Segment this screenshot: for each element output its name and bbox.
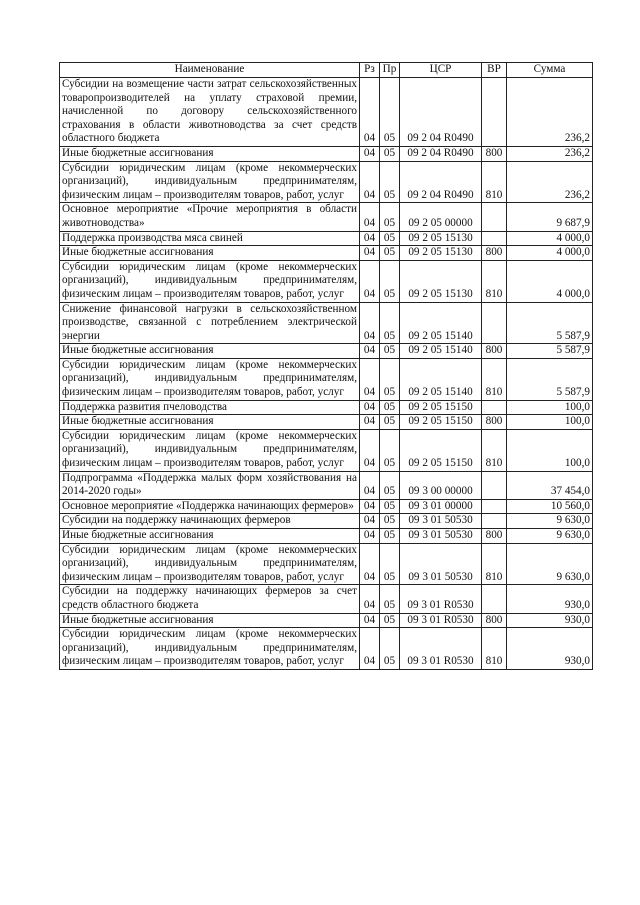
cell-pr: 05 [380, 358, 400, 400]
cell-name: Подпрограмма «Поддержка малых форм хозяйствования на 2014-2020 годы» [60, 471, 360, 499]
cell-name: Основное мероприятие «Прочие мероприятия в области животноводства» [60, 203, 360, 231]
cell-rz: 04 [360, 344, 380, 359]
cell-sum: 37 454,0 [507, 471, 593, 499]
cell-csr: 09 3 01 R0530 [400, 628, 482, 670]
cell-csr: 09 3 01 R0530 [400, 585, 482, 613]
header-name: Наименование [60, 63, 360, 78]
cell-rz: 04 [360, 78, 380, 147]
cell-csr: 09 2 05 15140 [400, 344, 482, 359]
cell-pr: 05 [380, 499, 400, 514]
cell-sum: 100,0 [507, 400, 593, 415]
cell-pr: 05 [380, 302, 400, 344]
cell-name: Иные бюджетные ассигнования [60, 529, 360, 544]
cell-csr: 09 2 05 15130 [400, 246, 482, 261]
table-row [60, 203, 593, 231]
cell-rz: 04 [360, 429, 380, 471]
cell-vr: 800 [482, 613, 507, 628]
header-pr: Пр [380, 63, 400, 78]
cell-sum: 930,0 [507, 613, 593, 628]
cell-sum: 9 630,0 [507, 529, 593, 544]
cell-vr: 800 [482, 344, 507, 359]
cell-sum: 100,0 [507, 429, 593, 471]
cell-name: Субсидии на поддержку начинающих фермеров [60, 514, 360, 529]
cell-pr: 05 [380, 246, 400, 261]
cell-vr: 810 [482, 260, 507, 302]
table-row [60, 471, 593, 499]
cell-rz: 04 [360, 146, 380, 161]
table-row [60, 146, 593, 161]
cell-vr [482, 400, 507, 415]
cell-csr: 09 3 01 50530 [400, 543, 482, 585]
cell-rz: 04 [360, 628, 380, 670]
cell-pr: 05 [380, 613, 400, 628]
cell-name: Иные бюджетные ассигнования [60, 344, 360, 359]
table-header [60, 63, 593, 78]
cell-vr: 810 [482, 358, 507, 400]
table-row [60, 529, 593, 544]
cell-sum: 9 630,0 [507, 514, 593, 529]
cell-rz: 04 [360, 246, 380, 261]
cell-sum: 9 630,0 [507, 543, 593, 585]
table-row [60, 161, 593, 203]
cell-rz: 04 [360, 471, 380, 499]
cell-csr: 09 2 05 15140 [400, 302, 482, 344]
cell-sum: 4 000,0 [507, 246, 593, 261]
cell-vr [482, 231, 507, 246]
document-page [59, 62, 592, 670]
cell-rz: 04 [360, 203, 380, 231]
table-row [60, 344, 593, 359]
table-row [60, 628, 593, 670]
cell-vr: 800 [482, 146, 507, 161]
cell-rz: 04 [360, 231, 380, 246]
cell-rz: 04 [360, 161, 380, 203]
cell-pr: 05 [380, 231, 400, 246]
cell-rz: 04 [360, 529, 380, 544]
cell-vr [482, 302, 507, 344]
cell-pr: 05 [380, 260, 400, 302]
cell-name: Поддержка производства мяса свиней [60, 231, 360, 246]
table-row [60, 78, 593, 147]
cell-sum: 10 560,0 [507, 499, 593, 514]
cell-vr: 810 [482, 543, 507, 585]
table-row [60, 246, 593, 261]
table-row [60, 358, 593, 400]
cell-csr: 09 2 05 15140 [400, 358, 482, 400]
cell-sum: 5 587,9 [507, 302, 593, 344]
table-row [60, 260, 593, 302]
cell-name: Субсидии на возмещение части затрат сельскохозяйственных товаропроизводителей на уплату страховой премии, начисленной по договору сельскохозяйственного страхования в области животноводства за счет средств областного бюджета [60, 78, 360, 147]
cell-csr: 09 3 01 50530 [400, 529, 482, 544]
cell-rz: 04 [360, 260, 380, 302]
cell-rz: 04 [360, 585, 380, 613]
cell-vr: 810 [482, 161, 507, 203]
cell-name: Субсидии юридическим лицам (кроме некоммерческих организаций), индивидуальным предпринимателям, физическим лицам – производителям товаров, работ, услуг [60, 260, 360, 302]
budget-table [59, 62, 593, 670]
cell-csr: 09 2 05 15130 [400, 231, 482, 246]
cell-csr: 09 2 04 R0490 [400, 146, 482, 161]
table-row [60, 613, 593, 628]
cell-csr: 09 2 05 15150 [400, 400, 482, 415]
cell-vr [482, 585, 507, 613]
cell-name: Субсидии на поддержку начинающих фермеров за счет средств областного бюджета [60, 585, 360, 613]
cell-csr: 09 2 05 15130 [400, 260, 482, 302]
cell-pr: 05 [380, 161, 400, 203]
cell-rz: 04 [360, 499, 380, 514]
cell-csr: 09 2 04 R0490 [400, 78, 482, 147]
cell-pr: 05 [380, 415, 400, 430]
cell-pr: 05 [380, 514, 400, 529]
cell-csr: 09 3 01 50530 [400, 514, 482, 529]
cell-sum: 5 587,9 [507, 358, 593, 400]
cell-pr: 05 [380, 203, 400, 231]
cell-pr: 05 [380, 471, 400, 499]
cell-name: Иные бюджетные ассигнования [60, 415, 360, 430]
cell-name: Субсидии юридическим лицам (кроме некоммерческих организаций), индивидуальным предпринимателям, физическим лицам – производителям товаров, работ, услуг [60, 358, 360, 400]
header-row [60, 63, 593, 78]
cell-pr: 05 [380, 543, 400, 585]
cell-name: Иные бюджетные ассигнования [60, 246, 360, 261]
table-row [60, 543, 593, 585]
cell-vr: 800 [482, 529, 507, 544]
cell-sum: 236,2 [507, 161, 593, 203]
cell-pr: 05 [380, 400, 400, 415]
cell-sum: 4 000,0 [507, 231, 593, 246]
cell-sum: 930,0 [507, 628, 593, 670]
cell-name: Основное мероприятие «Поддержка начинающих фермеров» [60, 499, 360, 514]
header-sum: Сумма [507, 63, 593, 78]
cell-csr: 09 2 05 00000 [400, 203, 482, 231]
table-row [60, 400, 593, 415]
cell-csr: 09 3 00 00000 [400, 471, 482, 499]
cell-sum: 9 687,9 [507, 203, 593, 231]
cell-vr [482, 203, 507, 231]
cell-rz: 04 [360, 613, 380, 628]
table-row [60, 429, 593, 471]
cell-vr: 800 [482, 246, 507, 261]
cell-sum: 5 587,9 [507, 344, 593, 359]
cell-sum: 236,2 [507, 146, 593, 161]
cell-sum: 236,2 [507, 78, 593, 147]
cell-name: Иные бюджетные ассигнования [60, 146, 360, 161]
cell-pr: 05 [380, 628, 400, 670]
cell-name: Снижение финансовой нагрузки в сельскохозяйственном производстве, связанной с потреблением электрической энергии [60, 302, 360, 344]
header-csr: ЦСР [400, 63, 482, 78]
cell-csr: 09 2 05 15150 [400, 415, 482, 430]
cell-csr: 09 3 01 00000 [400, 499, 482, 514]
table-row [60, 514, 593, 529]
cell-rz: 04 [360, 514, 380, 529]
cell-pr: 05 [380, 146, 400, 161]
cell-pr: 05 [380, 585, 400, 613]
cell-vr [482, 78, 507, 147]
table-body [60, 78, 593, 670]
table-row [60, 585, 593, 613]
cell-rz: 04 [360, 302, 380, 344]
cell-vr: 810 [482, 628, 507, 670]
cell-sum: 100,0 [507, 415, 593, 430]
cell-rz: 04 [360, 400, 380, 415]
cell-pr: 05 [380, 529, 400, 544]
cell-pr: 05 [380, 429, 400, 471]
header-vr: ВР [482, 63, 507, 78]
table-row [60, 415, 593, 430]
cell-name: Поддержка развития пчеловодства [60, 400, 360, 415]
cell-name: Субсидии юридическим лицам (кроме некоммерческих организаций), индивидуальным предпринимателям, физическим лицам – производителям товаров, работ, услуг [60, 161, 360, 203]
cell-sum: 4 000,0 [507, 260, 593, 302]
table-row [60, 302, 593, 344]
cell-name: Субсидии юридическим лицам (кроме некоммерческих организаций), индивидуальным предпринимателям, физическим лицам – производителям товаров, работ, услуг [60, 429, 360, 471]
cell-csr: 09 2 04 R0490 [400, 161, 482, 203]
cell-vr [482, 514, 507, 529]
cell-sum: 930,0 [507, 585, 593, 613]
cell-vr [482, 499, 507, 514]
cell-csr: 09 3 01 R0530 [400, 613, 482, 628]
cell-pr: 05 [380, 344, 400, 359]
header-rz: Рз [360, 63, 380, 78]
cell-name: Субсидии юридическим лицам (кроме некоммерческих организаций), индивидуальным предпринимателям, физическим лицам – производителям товаров, работ, услуг [60, 628, 360, 670]
cell-vr: 810 [482, 429, 507, 471]
cell-vr [482, 471, 507, 499]
cell-rz: 04 [360, 415, 380, 430]
cell-vr: 800 [482, 415, 507, 430]
cell-rz: 04 [360, 358, 380, 400]
cell-rz: 04 [360, 543, 380, 585]
table-row [60, 499, 593, 514]
table-row [60, 231, 593, 246]
cell-pr: 05 [380, 78, 400, 147]
cell-name: Субсидии юридическим лицам (кроме некоммерческих организаций), индивидуальным предпринимателям, физическим лицам – производителям товаров, работ, услуг [60, 543, 360, 585]
cell-name: Иные бюджетные ассигнования [60, 613, 360, 628]
cell-csr: 09 2 05 15150 [400, 429, 482, 471]
